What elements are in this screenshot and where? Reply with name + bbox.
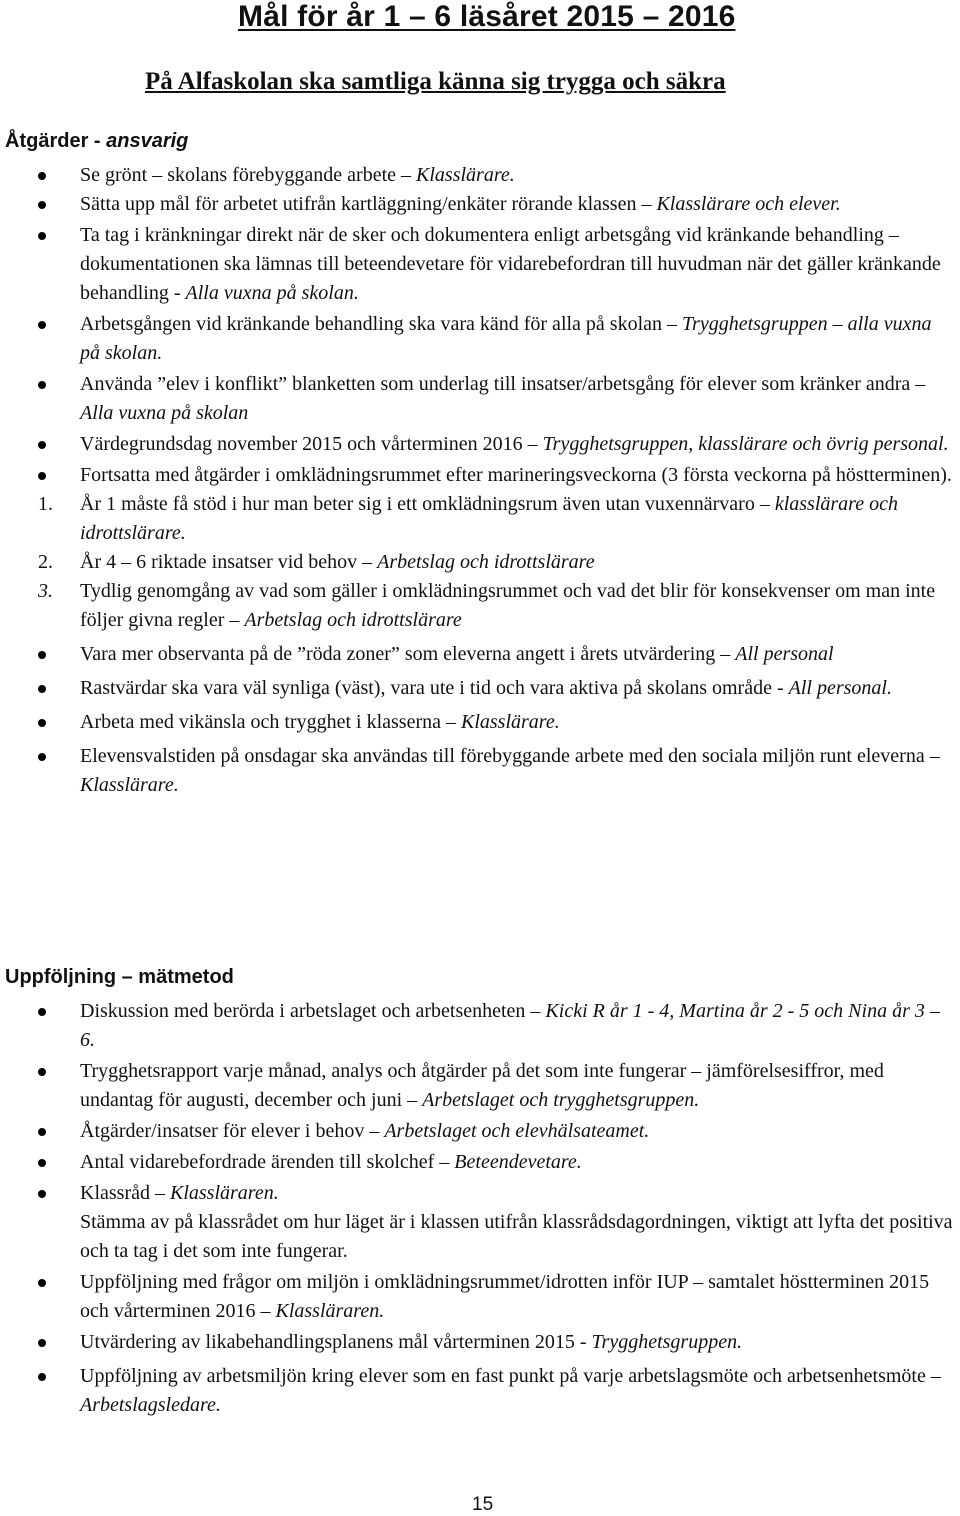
followup-responsible: Beteendevetare. bbox=[454, 1151, 582, 1173]
followup-text: Trygghetsrapport varje månad, analys och åtgärder på det som inte fungerar – jämförelsesiffror, med undantag för augusti, december och juni – bbox=[80, 1060, 884, 1111]
numbered-item bbox=[0, 548, 955, 577]
followup-text: Diskussion med berörda i arbetslaget och arbetsenheten – bbox=[80, 1000, 546, 1022]
action-responsible: Alla vuxna på skolan. bbox=[185, 282, 359, 304]
action-item bbox=[0, 430, 955, 459]
followup-text: Åtgärder/insatser för elever i behov – bbox=[80, 1120, 385, 1142]
action-text: Tydlig genomgång av vad som gäller i omklädningsrummet och vad det blir för konsekvenser om man inte följer givna regler – bbox=[80, 580, 936, 631]
page-subtitle: På Alfaskolan ska samtliga känna sig trygga och säkra bbox=[145, 68, 726, 95]
followup-text: Uppföljning med frågor om miljön i omklädningsrummet/idrotten inför IUP – samtalet höstterminen 2015 och vårterminen 2016 – bbox=[80, 1271, 930, 1322]
action-responsible: Trygghetsgruppen, klasslärare och övrig personal. bbox=[542, 433, 949, 455]
action-responsible: Trygghetsgruppen – alla vuxna på skolan. bbox=[80, 313, 932, 364]
action-text: Fortsatta med åtgärder i omklädningsrummet efter marineringsveckorna (3 första veckorna på höstterminen). bbox=[80, 464, 952, 486]
action-text: Vara mer observanta på de ”röda zoner” som eleverna angett i årets utvärdering – bbox=[80, 643, 736, 665]
action-text: Arbeta med vikänsla och trygghet i klasserna – bbox=[80, 711, 461, 733]
bullet-icon bbox=[38, 1279, 46, 1287]
page-number: 15 bbox=[472, 1494, 494, 1515]
followup-extra: Stämma av på klassrådet om hur läget är i klassen utifrån klassrådsdagordningen, viktigt att lyfta det positiva och ta tag i det som inte fungerar. bbox=[80, 1211, 953, 1262]
bullet-icon bbox=[38, 1068, 46, 1076]
action-text: Elevensvalstiden på onsdagar ska användas till förebyggande arbete med den sociala miljön runt eleverna – bbox=[80, 745, 940, 767]
bullet-icon bbox=[38, 685, 46, 693]
bullet-icon bbox=[38, 172, 46, 180]
actions-heading bbox=[5, 130, 188, 153]
actions-list bbox=[0, 161, 955, 800]
action-item bbox=[0, 640, 955, 669]
bullet-icon bbox=[38, 651, 46, 659]
action-item bbox=[0, 742, 955, 800]
bullet-icon bbox=[38, 719, 46, 727]
followup-responsible: Arbetslaget och trygghetsgruppen. bbox=[422, 1089, 700, 1111]
followup-item bbox=[0, 1148, 955, 1177]
bullet-icon bbox=[38, 1339, 46, 1347]
followup-item bbox=[0, 1057, 955, 1115]
actions-heading-label: Åtgärder - bbox=[5, 130, 107, 152]
action-item bbox=[0, 461, 955, 490]
followup-item bbox=[0, 1362, 955, 1420]
item-number: 2. bbox=[38, 551, 53, 573]
action-item bbox=[0, 190, 955, 219]
action-text: Sätta upp mål för arbetet utifrån kartläggning/enkäter rörande klassen – bbox=[80, 193, 657, 215]
actions-heading-responsible: ansvarig bbox=[106, 130, 189, 152]
page-title: Mål för år 1 – 6 läsåret 2015 – 2016 bbox=[238, 0, 736, 33]
bullet-icon bbox=[38, 1128, 46, 1136]
followup-responsible: Arbetslagsledare. bbox=[80, 1394, 221, 1416]
followup-responsible: Klassläraren. bbox=[169, 1182, 279, 1204]
bullet-icon bbox=[38, 1159, 46, 1167]
action-text: Värdegrundsdag november 2015 och vårterminen 2016 – bbox=[80, 433, 543, 455]
followup-text: Antal vidarebefordrade ärenden till skolchef – bbox=[80, 1151, 455, 1173]
followup-item bbox=[0, 997, 955, 1055]
numbered-item bbox=[0, 577, 955, 635]
action-text: År 4 – 6 riktade insatser vid behov – bbox=[80, 551, 378, 573]
bullet-icon bbox=[38, 232, 46, 240]
item-number: 3. bbox=[38, 580, 53, 602]
action-item bbox=[0, 161, 955, 190]
action-responsible: All personal. bbox=[788, 677, 892, 699]
bullet-icon bbox=[38, 321, 46, 329]
followup-item bbox=[0, 1179, 955, 1266]
action-responsible: Arbetslag och idrottslärare bbox=[377, 551, 595, 573]
followup-text: Klassråd – bbox=[80, 1182, 170, 1204]
followup-heading: Uppföljning – mätmetod bbox=[5, 966, 234, 988]
action-item bbox=[0, 310, 955, 368]
action-text: Arbetsgången vid kränkande behandling ska vara känd för alla på skolan – bbox=[80, 313, 683, 335]
item-number: 1. bbox=[38, 493, 53, 515]
action-item bbox=[0, 708, 955, 737]
bullet-icon bbox=[38, 753, 46, 761]
followup-responsible: Klassläraren. bbox=[275, 1300, 385, 1322]
bullet-icon bbox=[38, 1008, 46, 1016]
followup-text: Uppföljning av arbetsmiljön kring elever som en fast punkt på varje arbetslagsmöte och arbetsenhetsmöte – bbox=[80, 1365, 941, 1387]
bullet-icon bbox=[38, 381, 46, 389]
followup-item bbox=[0, 1268, 955, 1326]
action-text: Rastvärdar ska vara väl synliga (väst), vara ute i tid och vara aktiva på skolans område - bbox=[80, 677, 789, 699]
bullet-icon bbox=[38, 441, 46, 449]
action-text: Ta tag i kränkningar direkt när de sker och dokumentera enligt arbetsgång vid kränkande behandling – dokumentationen ska lämnas till beteendevetare för vidarebefordran till huvudman när det gäller kränkande behandling - bbox=[80, 224, 941, 304]
action-text: Använda ”elev i konflikt” blanketten som underlag till insatser/arbetsgång för elever som kränker andra – bbox=[80, 373, 926, 395]
action-text: Se grönt – skolans förebyggande arbete – bbox=[80, 164, 417, 186]
action-text: År 1 måste få stöd i hur man beter sig i ett omklädningsrum även utan vuxennärvaro – bbox=[80, 493, 775, 515]
followup-item bbox=[0, 1328, 955, 1357]
followup-list bbox=[0, 997, 955, 1420]
numbered-item bbox=[0, 490, 955, 548]
followup-responsible: Arbetslaget och elevhälsateamet. bbox=[384, 1120, 650, 1142]
followup-responsible: Trygghetsgruppen. bbox=[591, 1331, 743, 1353]
action-responsible: Arbetslag och idrottslärare bbox=[244, 609, 462, 631]
action-responsible: Klasslärare. bbox=[80, 774, 179, 796]
action-responsible: Klasslärare. bbox=[461, 711, 560, 733]
action-responsible: All personal bbox=[735, 643, 834, 665]
action-responsible: Klasslärare och elever. bbox=[656, 193, 841, 215]
followup-text: Utvärdering av likabehandlingsplanens mål vårterminen 2015 - bbox=[80, 1331, 592, 1353]
bullet-icon bbox=[38, 472, 46, 480]
followup-item bbox=[0, 1117, 955, 1146]
bullet-icon bbox=[38, 201, 46, 209]
action-item bbox=[0, 221, 955, 308]
action-responsible: klasslärare och idrottslärare. bbox=[80, 493, 898, 544]
followup-responsible: Kicki R år 1 - 4, Martina år 2 - 5 och Nina år 3 – 6. bbox=[80, 1000, 940, 1051]
action-responsible: Klasslärare. bbox=[416, 164, 515, 186]
action-responsible: Alla vuxna på skolan bbox=[80, 402, 249, 424]
action-item bbox=[0, 674, 955, 703]
bullet-icon bbox=[38, 1190, 46, 1198]
bullet-icon bbox=[38, 1373, 46, 1381]
action-item bbox=[0, 370, 955, 428]
